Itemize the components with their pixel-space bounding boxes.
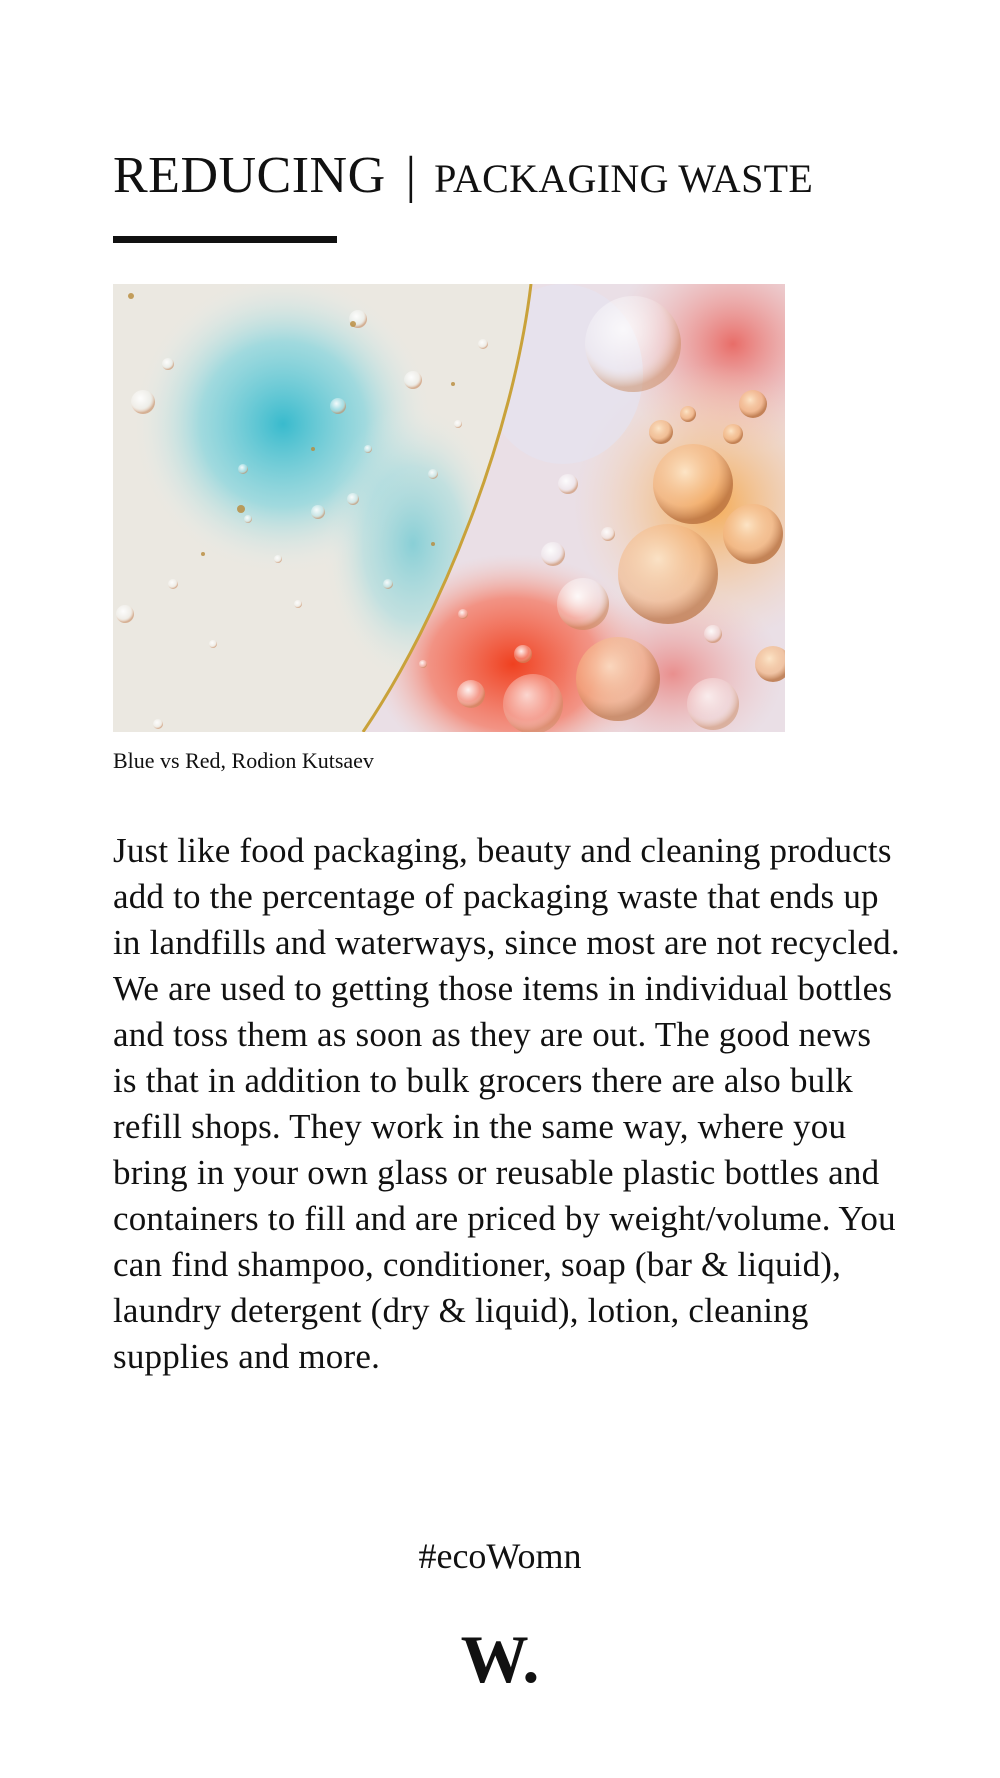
page-title	[113, 147, 814, 204]
title-subtitle: PACKAGING WASTE	[434, 156, 814, 201]
brand-logo: W.	[460, 1621, 540, 1697]
article-body: Just like food packaging, beauty and cleaning products add to the percentage of packaging waste that ends up in landfills and waterways, since most are not recycled. We are used to getting those items in individual bottles and toss them as soon as they are out. The good news is that in addition to bulk grocers there are also bulk refill shops. They work in the same way, where you bring in your own glass or reusable plastic bottles and containers to fill and are priced by weight/volume. You can find shampoo, conditioner, soap (bar & liquid), laundry detergent (dry & liquid), lotion, cleaning supplies and more.	[113, 831, 900, 1376]
title-underline	[113, 236, 337, 243]
article-photo	[113, 284, 785, 732]
oil-bubbles-image	[113, 284, 785, 732]
hashtag: #ecoWomn	[418, 1536, 582, 1576]
title-main: REDUCING	[113, 147, 386, 204]
title-separator: |	[405, 147, 417, 204]
photo-caption: Blue vs Red, Rodion Kutsaev	[113, 748, 374, 773]
